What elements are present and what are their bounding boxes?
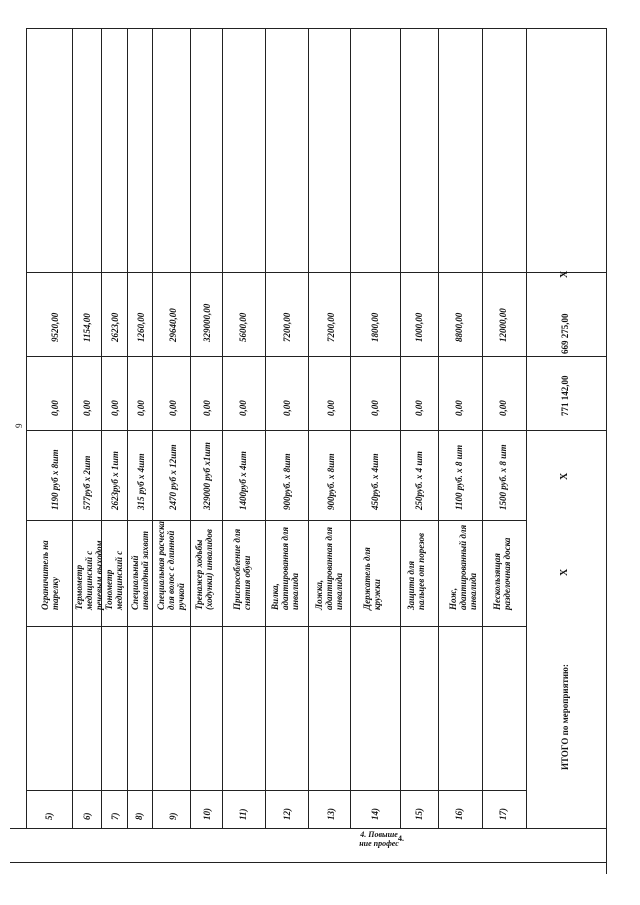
item-qty-price: 450руб. х 4шт: [370, 453, 380, 510]
table-row-line: [72, 28, 73, 828]
item-col-a: 0,00: [136, 400, 146, 416]
item-qty-price: 250руб. х 4 шт: [414, 451, 424, 510]
row-number: 5): [44, 812, 54, 820]
total-col-c: Х: [559, 270, 570, 278]
total-qty-mark: Х: [559, 472, 570, 480]
item-name: Держатель для кружки: [362, 547, 382, 610]
table-border-top: [26, 28, 606, 29]
table-row-line: [308, 28, 309, 828]
row-number: 12): [282, 808, 292, 820]
row-number: 7): [110, 812, 120, 820]
item-name: Ложка, адаптированная для инвалида: [314, 526, 344, 610]
table-border-bottom: [10, 828, 606, 829]
item-qty-price: 2470 руб х 12шт: [168, 444, 178, 510]
item-col-b: 7200,00: [282, 312, 292, 342]
item-qty-price: 1500 руб. х 8 шт: [498, 444, 508, 510]
item-qty-price: 2623руб х 1шт: [110, 451, 120, 510]
row-number: 17): [498, 808, 508, 820]
item-name: Вилка, адаптированная для инвалида: [270, 526, 300, 610]
table-row-line: [438, 28, 439, 828]
item-col-b: 1154,00: [82, 313, 92, 342]
item-col-a: 0,00: [82, 400, 92, 416]
table-col-line: [26, 272, 606, 273]
item-col-a: 0,00: [202, 400, 212, 416]
table-row-line: [265, 28, 266, 828]
item-col-a: 0,00: [110, 400, 120, 416]
total-label: ИТОГО по мероприятию:: [560, 664, 570, 770]
table-col-line: [26, 790, 526, 791]
item-name: Нескользящая разделочная доска: [492, 537, 512, 610]
item-qty-price: 329000 руб х1шт: [202, 442, 212, 510]
table-row-line: [127, 28, 128, 828]
item-col-b: 1000,00: [414, 312, 424, 342]
table-col-line: [26, 626, 526, 627]
item-col-b: 7200,00: [326, 312, 336, 342]
item-col-b: 1260,00: [136, 312, 146, 342]
section-label: 4. Повыше ние профес: [359, 830, 399, 848]
item-col-b: 9520,00: [50, 312, 60, 342]
item-col-a: 0,00: [498, 400, 508, 416]
row-number: 15): [414, 808, 424, 820]
table-col-line: [26, 430, 606, 431]
item-col-a: 0,00: [454, 400, 464, 416]
section-label-2: 4.: [398, 834, 404, 843]
item-qty-price: 1190 руб х 8шт: [50, 449, 60, 510]
item-name: Специальная расческа для волос с длинной ручкой: [156, 521, 186, 610]
total-col-a: 771 142,00: [560, 375, 570, 416]
item-col-a: 0,00: [282, 400, 292, 416]
item-name: Специальный инвалидный захват: [130, 530, 150, 610]
row-number: 9): [168, 812, 178, 820]
item-name: Защита для пальцев от порезов: [406, 532, 426, 610]
item-qty-price: 900руб. х 8шт: [326, 453, 336, 510]
table-row-line: [222, 28, 223, 828]
table-border-left: [26, 28, 27, 828]
total-col-b: 669 275,00: [560, 313, 570, 354]
total-name-mark: Х: [559, 568, 570, 576]
table-row-line: [101, 28, 102, 828]
item-col-a: 0,00: [50, 400, 60, 416]
item-col-b: 29640,00: [168, 308, 178, 342]
item-name: Термометр медицинский с речевым выходом: [74, 540, 104, 610]
item-col-b: 2623,00: [110, 312, 120, 342]
item-name: Приспособление для снятия обуви: [232, 528, 252, 610]
page-number: 9: [14, 423, 24, 428]
row-number: 10): [202, 808, 212, 820]
table-row-line: [190, 28, 191, 828]
item-name: Нож, адаптированный для инвалида: [448, 524, 478, 610]
item-col-a: 0,00: [370, 400, 380, 416]
item-qty-price: 900руб. х 8шт: [282, 453, 292, 510]
item-col-a: 0,00: [168, 400, 178, 416]
row-number: 6): [82, 812, 92, 820]
item-col-b: 1800,00: [370, 312, 380, 342]
item-qty-price: 1400руб х 4шт: [238, 451, 248, 510]
item-col-a: 0,00: [326, 400, 336, 416]
item-name: Ограничитель на тарелку: [40, 540, 60, 610]
item-qty-price: 315 руб х 4шт: [136, 453, 146, 510]
item-col-b: 329000,00: [202, 303, 212, 342]
row-number: 11): [238, 808, 248, 820]
table-col-line: [26, 356, 606, 357]
table-row-line: [152, 28, 153, 828]
table-row-line: [526, 28, 527, 828]
table-row-line: [350, 28, 351, 828]
item-qty-price: 577руб х 2шт: [82, 455, 92, 510]
item-name: Тонометр медицинский с: [104, 550, 124, 610]
row-number: 8): [134, 812, 144, 820]
item-qty-price: 1100 руб. х 8 шт: [454, 444, 464, 510]
item-col-b: 8800,00: [454, 312, 464, 342]
item-col-b: 12000,00: [498, 308, 508, 342]
row-number: 16): [454, 808, 464, 820]
table-border-bottom-2: [10, 862, 606, 863]
item-col-a: 0,00: [238, 400, 248, 416]
row-number: 13): [326, 808, 336, 820]
item-col-b: 5600,00: [238, 312, 248, 342]
table-row-line: [400, 28, 401, 828]
table-row-line: [482, 28, 483, 828]
item-col-a: 0,00: [414, 400, 424, 416]
item-name: Тренажер ходьбы (ходунки) инвалидов: [194, 529, 214, 610]
table-border-right: [606, 28, 607, 874]
row-number: 14): [370, 808, 380, 820]
